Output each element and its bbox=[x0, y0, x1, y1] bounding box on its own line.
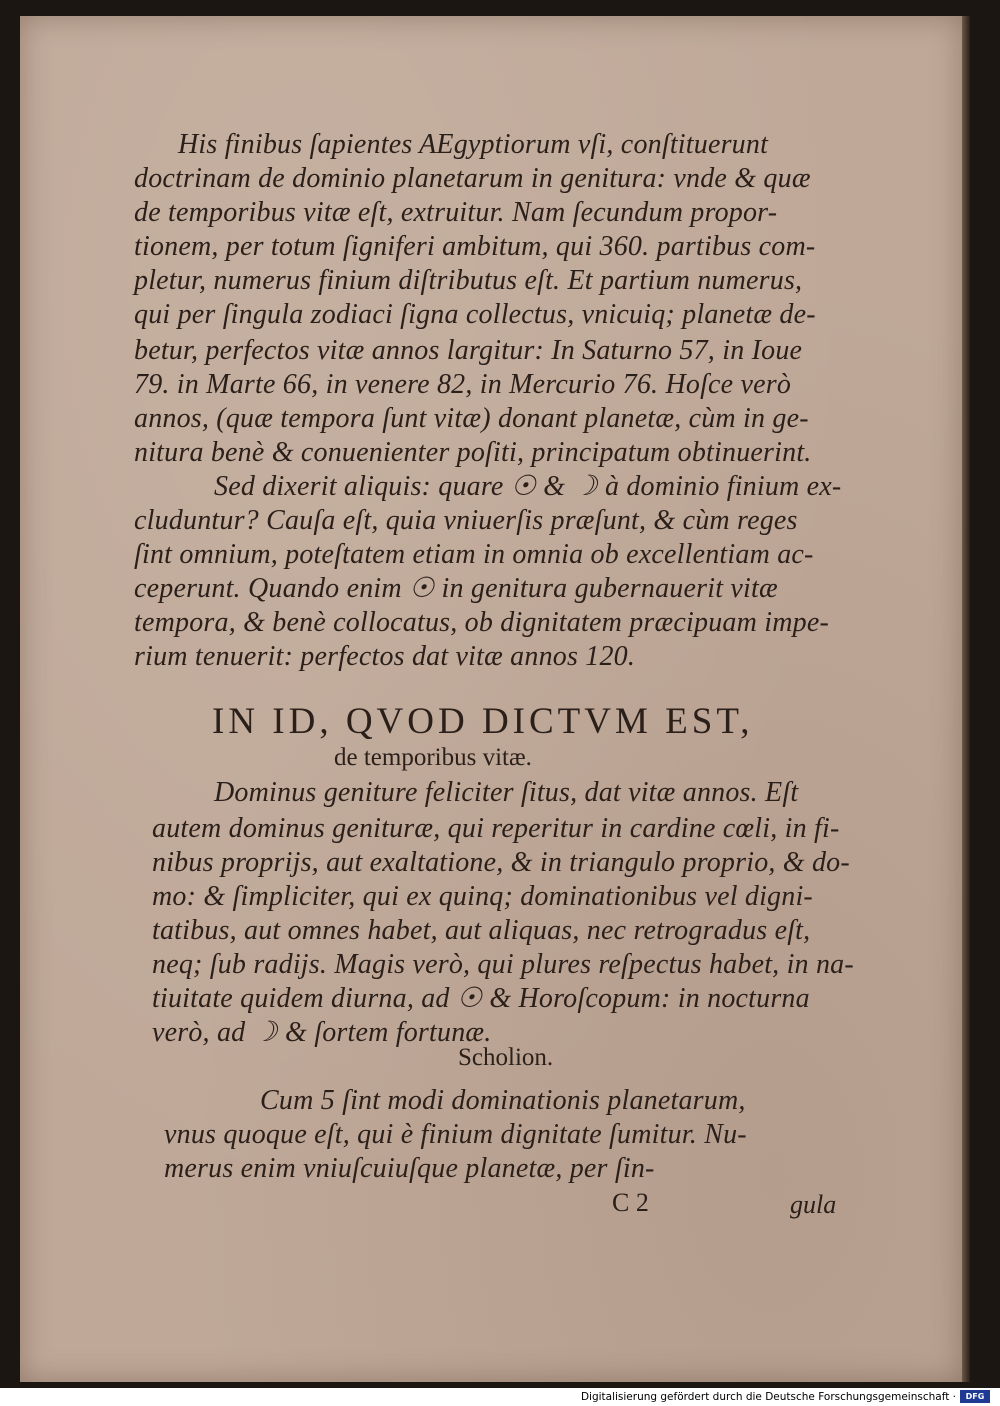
text-line: tionem, per totum ſigniferi ambitum, qui 360. partibus com- bbox=[134, 231, 816, 262]
catchword: gula bbox=[790, 1190, 837, 1219]
text-line: mo: & ſimpliciter, qui ex quinq; dominationibus vel digni- bbox=[152, 881, 813, 912]
section-heading: IN ID, QVOD DICTVM EST, bbox=[212, 701, 754, 742]
text-line: cluduntur? Cauſa eſt, quia vniuerſis præſunt, & cùm reges bbox=[134, 505, 798, 536]
text-line: 79. in Marte 66, in venere 82, in Mercurio 76. Hoſce verò bbox=[134, 369, 792, 400]
text-line: pletur, numerus finium diſtributus eſt. Et partium numerus, bbox=[134, 265, 803, 296]
page-edge bbox=[962, 16, 970, 1382]
text-line: Dominus geniture feliciter ſitus, dat vitæ annos. Eſt bbox=[214, 777, 799, 808]
text-line: neq; ſub radijs. Magis verò, qui plures reſpectus habet, in na- bbox=[152, 949, 854, 980]
text-line: tatibus, aut omnes habet, aut aliquas, nec retrogradus eſt, bbox=[152, 915, 811, 946]
text-line: autem dominus genituræ, qui reperitur in cardine cœli, in fi- bbox=[152, 813, 840, 844]
text-line: vnus quoque eſt, qui è finium dignitate ſumitur. Nu- bbox=[164, 1119, 747, 1150]
text-line: nitura benè & conuenienter poſiti, principatum obtinuerint. bbox=[134, 437, 812, 468]
funding-credit: Digitalisierung gefördert durch die Deutsche Forschungsgemeinschaft · bbox=[580, 1391, 956, 1403]
section-subheading: de temporibus vitæ. bbox=[334, 744, 532, 771]
dfg-logo: DFG bbox=[960, 1390, 990, 1403]
text-line: qui per ſingula zodiaci ſigna collectus, vnicuiq; planetæ de- bbox=[134, 299, 816, 330]
text-line: ceperunt. Quando enim ☉ in genitura gubernauerit vitæ bbox=[134, 573, 778, 604]
text-line: nibus proprijs, aut exaltatione, & in triangulo proprio, & do- bbox=[152, 847, 850, 878]
text-line: rium tenuerit: perfectos dat vitæ annos 120. bbox=[134, 641, 636, 672]
signature-mark: C 2 bbox=[612, 1188, 649, 1217]
text-line: verò, ad ☽ & ſortem fortunæ. bbox=[152, 1017, 492, 1048]
text-line: tiuitate quidem diurna, ad ☉ & Horoſcopum: in nocturna bbox=[152, 983, 810, 1014]
text-line: annos, (quæ tempora ſunt vitæ) donant planetæ, cùm in ge- bbox=[134, 403, 809, 434]
text-line: ſint omnium, poteſtatem etiam in omnia ob excellentiam ac- bbox=[134, 539, 814, 570]
text-line: merus enim vniuſcuiuſque planetæ, per ſin- bbox=[164, 1153, 655, 1184]
text-line: His finibus ſapientes AEgyptiorum vſi, conſtituerunt bbox=[178, 129, 769, 160]
scholion-heading: Scholion. bbox=[458, 1044, 554, 1071]
text-line: doctrinam de dominio planetarum in genitura: vnde & quæ bbox=[134, 163, 811, 194]
text-line: de temporibus vitæ eſt, extruitur. Nam ſecundum propor- bbox=[134, 197, 778, 228]
text-line: Cum 5 ſint modi dominationis planetarum, bbox=[260, 1085, 746, 1116]
text-line: betur, perfectos vitæ annos largitur: In Saturno 57, in Ioue bbox=[134, 335, 803, 366]
text-line: Sed dixerit aliquis: quare ☉ & ☽ à dominio finium ex- bbox=[214, 471, 842, 502]
text-line: tempora, & benè collocatus, ob dignitatem præcipuam impe- bbox=[134, 607, 829, 638]
